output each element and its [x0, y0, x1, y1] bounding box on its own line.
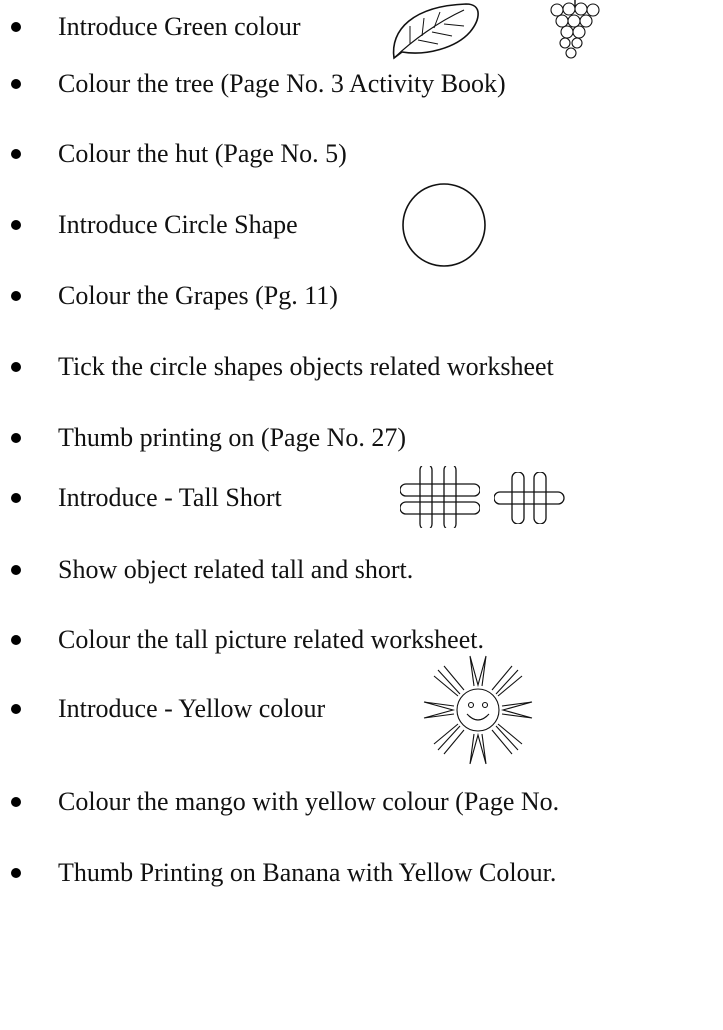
- list-item-text: Show object related tall and short.: [58, 555, 414, 584]
- bullet: [11, 433, 21, 443]
- short-bars-icon: [494, 472, 566, 524]
- bullet: [11, 291, 21, 301]
- list-item: [0, 620, 723, 660]
- list-item: [0, 550, 723, 590]
- bullet: [11, 493, 21, 503]
- leaf-icon: [388, 0, 484, 62]
- bullet: [11, 868, 21, 878]
- bullet: [11, 79, 21, 89]
- tall-bars-icon: [400, 466, 480, 528]
- list-item: [0, 276, 723, 316]
- list-item: [0, 134, 723, 174]
- list-item-text: Thumb printing on (Page No. 27): [58, 423, 407, 452]
- bullet: [11, 635, 21, 645]
- list-item-text: Introduce - Yellow colour: [58, 694, 326, 723]
- list-item-text: Colour the hut (Page No. 5): [58, 139, 347, 168]
- list-item: [0, 782, 723, 822]
- list-item-text: Introduce - Tall Short: [58, 483, 282, 512]
- list-item-text: Thumb Printing on Banana with Yellow Colour.: [58, 858, 557, 887]
- list-item-text: Introduce Circle Shape: [58, 210, 298, 239]
- bullet: [11, 704, 21, 714]
- list-item: [0, 478, 723, 518]
- grapes-icon: [545, 0, 605, 62]
- list-item-text: Tick the circle shapes objects related worksheet: [58, 352, 554, 381]
- list-item: [0, 7, 723, 47]
- bullet: [11, 149, 21, 159]
- bullet: [11, 797, 21, 807]
- sun-icon: [420, 652, 536, 768]
- circle-icon: [398, 182, 490, 268]
- list-item: [0, 347, 723, 387]
- list-item-text: Colour the tree (Page No. 3 Activity Book): [58, 69, 506, 98]
- list-item: [0, 853, 723, 893]
- bullet: [11, 565, 21, 575]
- list-item-text: Colour the Grapes (Pg. 11): [58, 281, 338, 310]
- list-item: [0, 64, 723, 104]
- bullet: [11, 362, 21, 372]
- list-item-text: Colour the mango with yellow colour (Page No.: [58, 787, 560, 816]
- bullet: [11, 220, 21, 230]
- bullet: [11, 22, 21, 32]
- list-item-text: Colour the tall picture related worksheet.: [58, 625, 484, 654]
- list-item-text: Introduce Green colour: [58, 12, 301, 41]
- list-item: [0, 205, 723, 245]
- list-item: [0, 418, 723, 458]
- list-item: [0, 689, 723, 729]
